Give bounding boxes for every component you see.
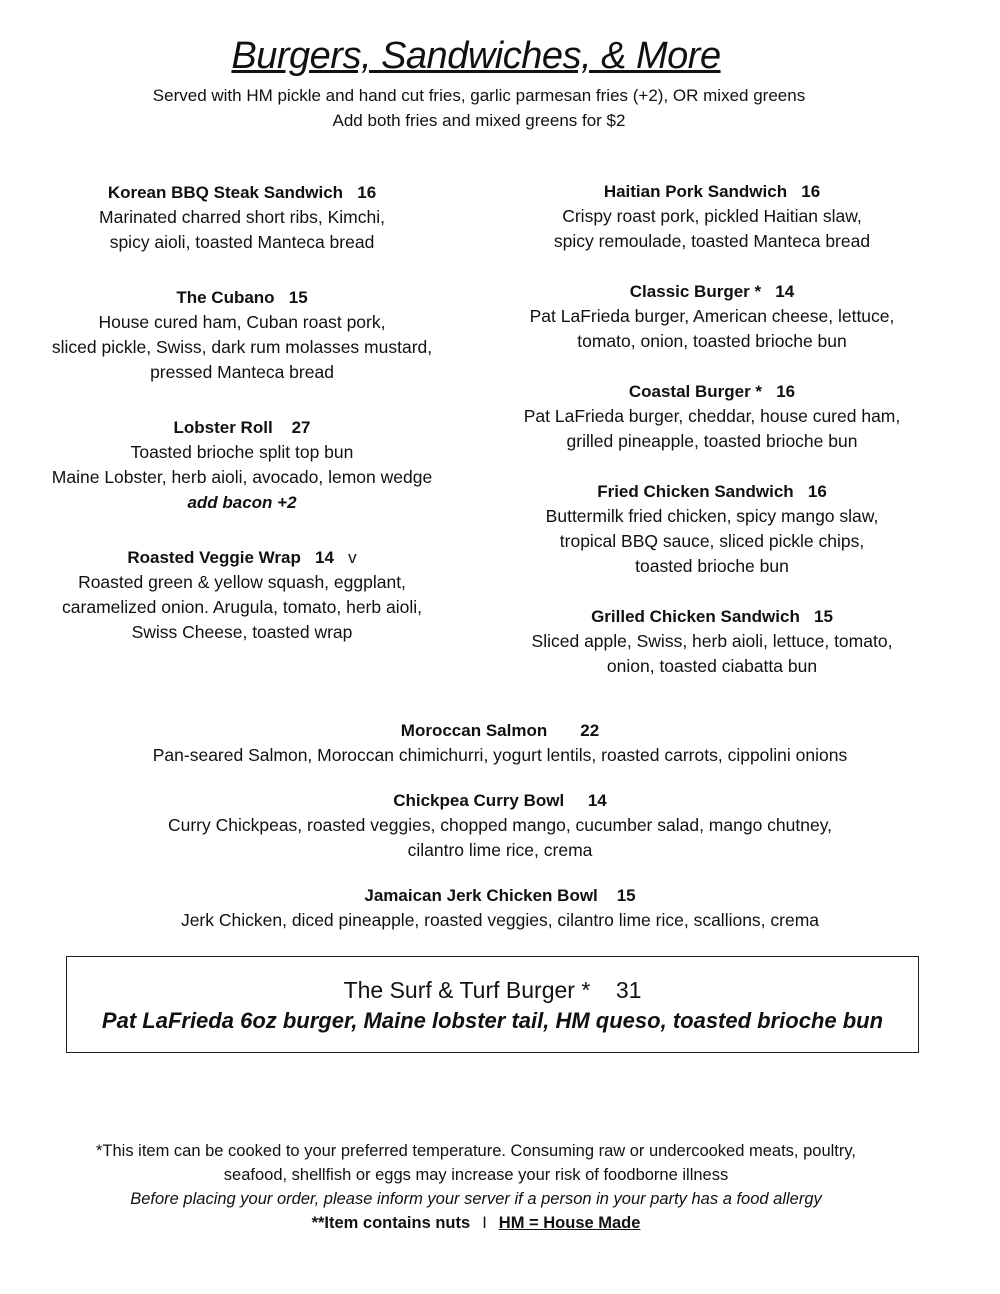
item-price: 14 xyxy=(315,548,334,567)
item-price: 16 xyxy=(807,482,827,501)
subtitle-line: Add both fries and mixed greens for $2 xyxy=(332,111,626,130)
menu-subtitle xyxy=(0,83,958,133)
menu-item-moroccan-salmon xyxy=(0,718,1000,768)
item-description: pressed Manteca bread xyxy=(150,362,334,382)
item-description: grilled pineapple, toasted brioche bun xyxy=(566,431,858,451)
item-heading xyxy=(500,379,924,404)
item-description: spicy aioli, toasted Manteca bread xyxy=(109,232,375,252)
menu-item-grilled-chicken-sandwich xyxy=(500,604,924,679)
featured-item-name: The Surf & Turf Burger * xyxy=(343,977,591,1003)
item-name: Roasted Veggie Wrap xyxy=(127,548,301,567)
item-description: Jerk Chicken, diced pineapple, roasted veggies, cilantro lime rice, scallions, crema xyxy=(180,910,820,930)
house-made-note: HM = House Made xyxy=(498,1214,641,1232)
item-name: Grilled Chicken Sandwich xyxy=(591,607,800,626)
featured-item-box xyxy=(66,956,919,1053)
right-menu-column xyxy=(500,179,924,679)
item-price: 15 xyxy=(616,886,636,905)
menu-item-the-cubano xyxy=(28,285,456,385)
item-description: Pan-seared Salmon, Moroccan chimichurri, yogurt lentils, roasted carrots, cippolini onions xyxy=(152,745,848,765)
item-description: tropical BBQ sauce, sliced pickle chips, xyxy=(559,531,865,551)
item-price: 16 xyxy=(801,182,821,201)
item-heading xyxy=(0,718,1000,743)
item-name: Classic Burger * xyxy=(629,282,762,301)
menu-item-lobster-roll xyxy=(28,415,456,515)
item-name: Chickpea Curry Bowl xyxy=(393,791,565,810)
item-name: Haitian Pork Sandwich xyxy=(603,182,788,201)
item-price: 15 xyxy=(288,288,308,307)
item-name: Coastal Burger * xyxy=(628,382,763,401)
featured-item-heading xyxy=(67,975,918,1005)
footer-separator: I xyxy=(482,1214,487,1232)
item-description: spicy remoulade, toasted Manteca bread xyxy=(553,231,871,251)
item-name: Lobster Roll xyxy=(173,418,273,437)
footer-legend xyxy=(0,1211,952,1235)
item-description: cilantro lime rice, crema xyxy=(407,840,593,860)
item-description: Roasted green & yellow squash, eggplant, xyxy=(78,572,406,592)
item-heading xyxy=(0,883,1000,908)
menu-item-jamaican-jerk-chicken-bowl xyxy=(0,883,1000,933)
item-price: 15 xyxy=(814,607,833,626)
item-name: Jamaican Jerk Chicken Bowl xyxy=(364,886,598,905)
item-price: 27 xyxy=(291,418,311,437)
item-price: 14 xyxy=(775,282,795,301)
menu-item-chickpea-curry-bowl xyxy=(0,788,1000,863)
center-menu-section xyxy=(0,718,1000,933)
item-description: onion, toasted ciabatta bun xyxy=(606,656,818,676)
item-description: sliced pickle, Swiss, dark rum molasses mustard, xyxy=(51,337,433,357)
page-title: Burgers, Sandwiches, & More xyxy=(231,35,721,77)
item-description: toasted brioche bun xyxy=(635,556,789,576)
item-description: tomato, onion, toasted brioche bun xyxy=(577,331,847,351)
item-description: House cured ham, Cuban roast pork, xyxy=(98,312,386,332)
item-description: Swiss Cheese, toasted wrap xyxy=(131,622,353,642)
footer-disclaimer-line: seafood, shellfish or eggs may increase your risk of foodborne illness xyxy=(223,1166,729,1184)
item-heading xyxy=(28,285,456,310)
menu-item-haitian-pork-sandwich xyxy=(500,179,924,254)
item-description: Crispy roast pork, pickled Haitian slaw, xyxy=(562,206,862,226)
item-price: 14 xyxy=(587,791,607,810)
subtitle-line: Served with HM pickle and hand cut fries, garlic parmesan fries (+2), OR mixed greens xyxy=(152,86,806,105)
menu-item-coastal-burger xyxy=(500,379,924,454)
item-heading xyxy=(500,279,924,304)
item-heading xyxy=(28,545,456,570)
item-name: Moroccan Salmon xyxy=(400,721,548,740)
item-name: Korean BBQ Steak Sandwich xyxy=(107,183,344,202)
item-description: Maine Lobster, herb aioli, avocado, lemon wedge xyxy=(51,467,433,487)
item-description: Buttermilk fried chicken, spicy mango slaw, xyxy=(545,506,879,526)
item-price: 22 xyxy=(580,721,600,740)
item-heading xyxy=(500,604,924,629)
allergy-notice: Before placing your order, please inform your server if a person in your party has a food allergy xyxy=(130,1190,822,1208)
menu-item-classic-burger xyxy=(500,279,924,354)
item-heading xyxy=(500,179,924,204)
menu-item-fried-chicken-sandwich xyxy=(500,479,924,579)
item-description: Marinated charred short ribs, Kimchi, xyxy=(99,207,385,227)
item-description: Curry Chickpeas, roasted veggies, chopped mango, cucumber salad, mango chutney, xyxy=(167,815,833,835)
item-description: Pat LaFrieda burger, cheddar, house cured ham, xyxy=(523,406,901,426)
item-price: 16 xyxy=(776,382,796,401)
item-description: caramelized onion. Arugula, tomato, herb aioli, xyxy=(62,597,422,617)
item-add-on: add bacon +2 xyxy=(187,493,297,512)
item-description: Toasted brioche split top bun xyxy=(130,442,354,462)
left-menu-column xyxy=(28,180,456,645)
menu-item-korean-bbq-steak-sandwich xyxy=(28,180,456,255)
menu-footer xyxy=(0,1139,952,1235)
item-name: The Cubano xyxy=(176,288,275,307)
item-heading xyxy=(28,415,456,440)
item-heading xyxy=(0,788,1000,813)
item-heading xyxy=(500,479,924,504)
item-name: Fried Chicken Sandwich xyxy=(597,482,794,501)
featured-item-price: 31 xyxy=(615,977,642,1003)
footer-disclaimer-line: *This item can be cooked to your preferred temperature. Consuming raw or undercooked meats, poultry, xyxy=(96,1142,856,1160)
item-description: Sliced apple, Swiss, herb aioli, lettuce, tomato, xyxy=(531,631,893,651)
vegetarian-tag: v xyxy=(348,548,357,567)
item-heading xyxy=(28,180,456,205)
item-description: Pat LaFrieda burger, American cheese, lettuce, xyxy=(529,306,895,326)
item-price: 16 xyxy=(357,183,377,202)
featured-item-description: Pat LaFrieda 6oz burger, Maine lobster tail, HM queso, toasted brioche bun xyxy=(101,1008,884,1033)
menu-item-roasted-veggie-wrap xyxy=(28,545,456,645)
nuts-note: **Item contains nuts xyxy=(311,1214,471,1232)
